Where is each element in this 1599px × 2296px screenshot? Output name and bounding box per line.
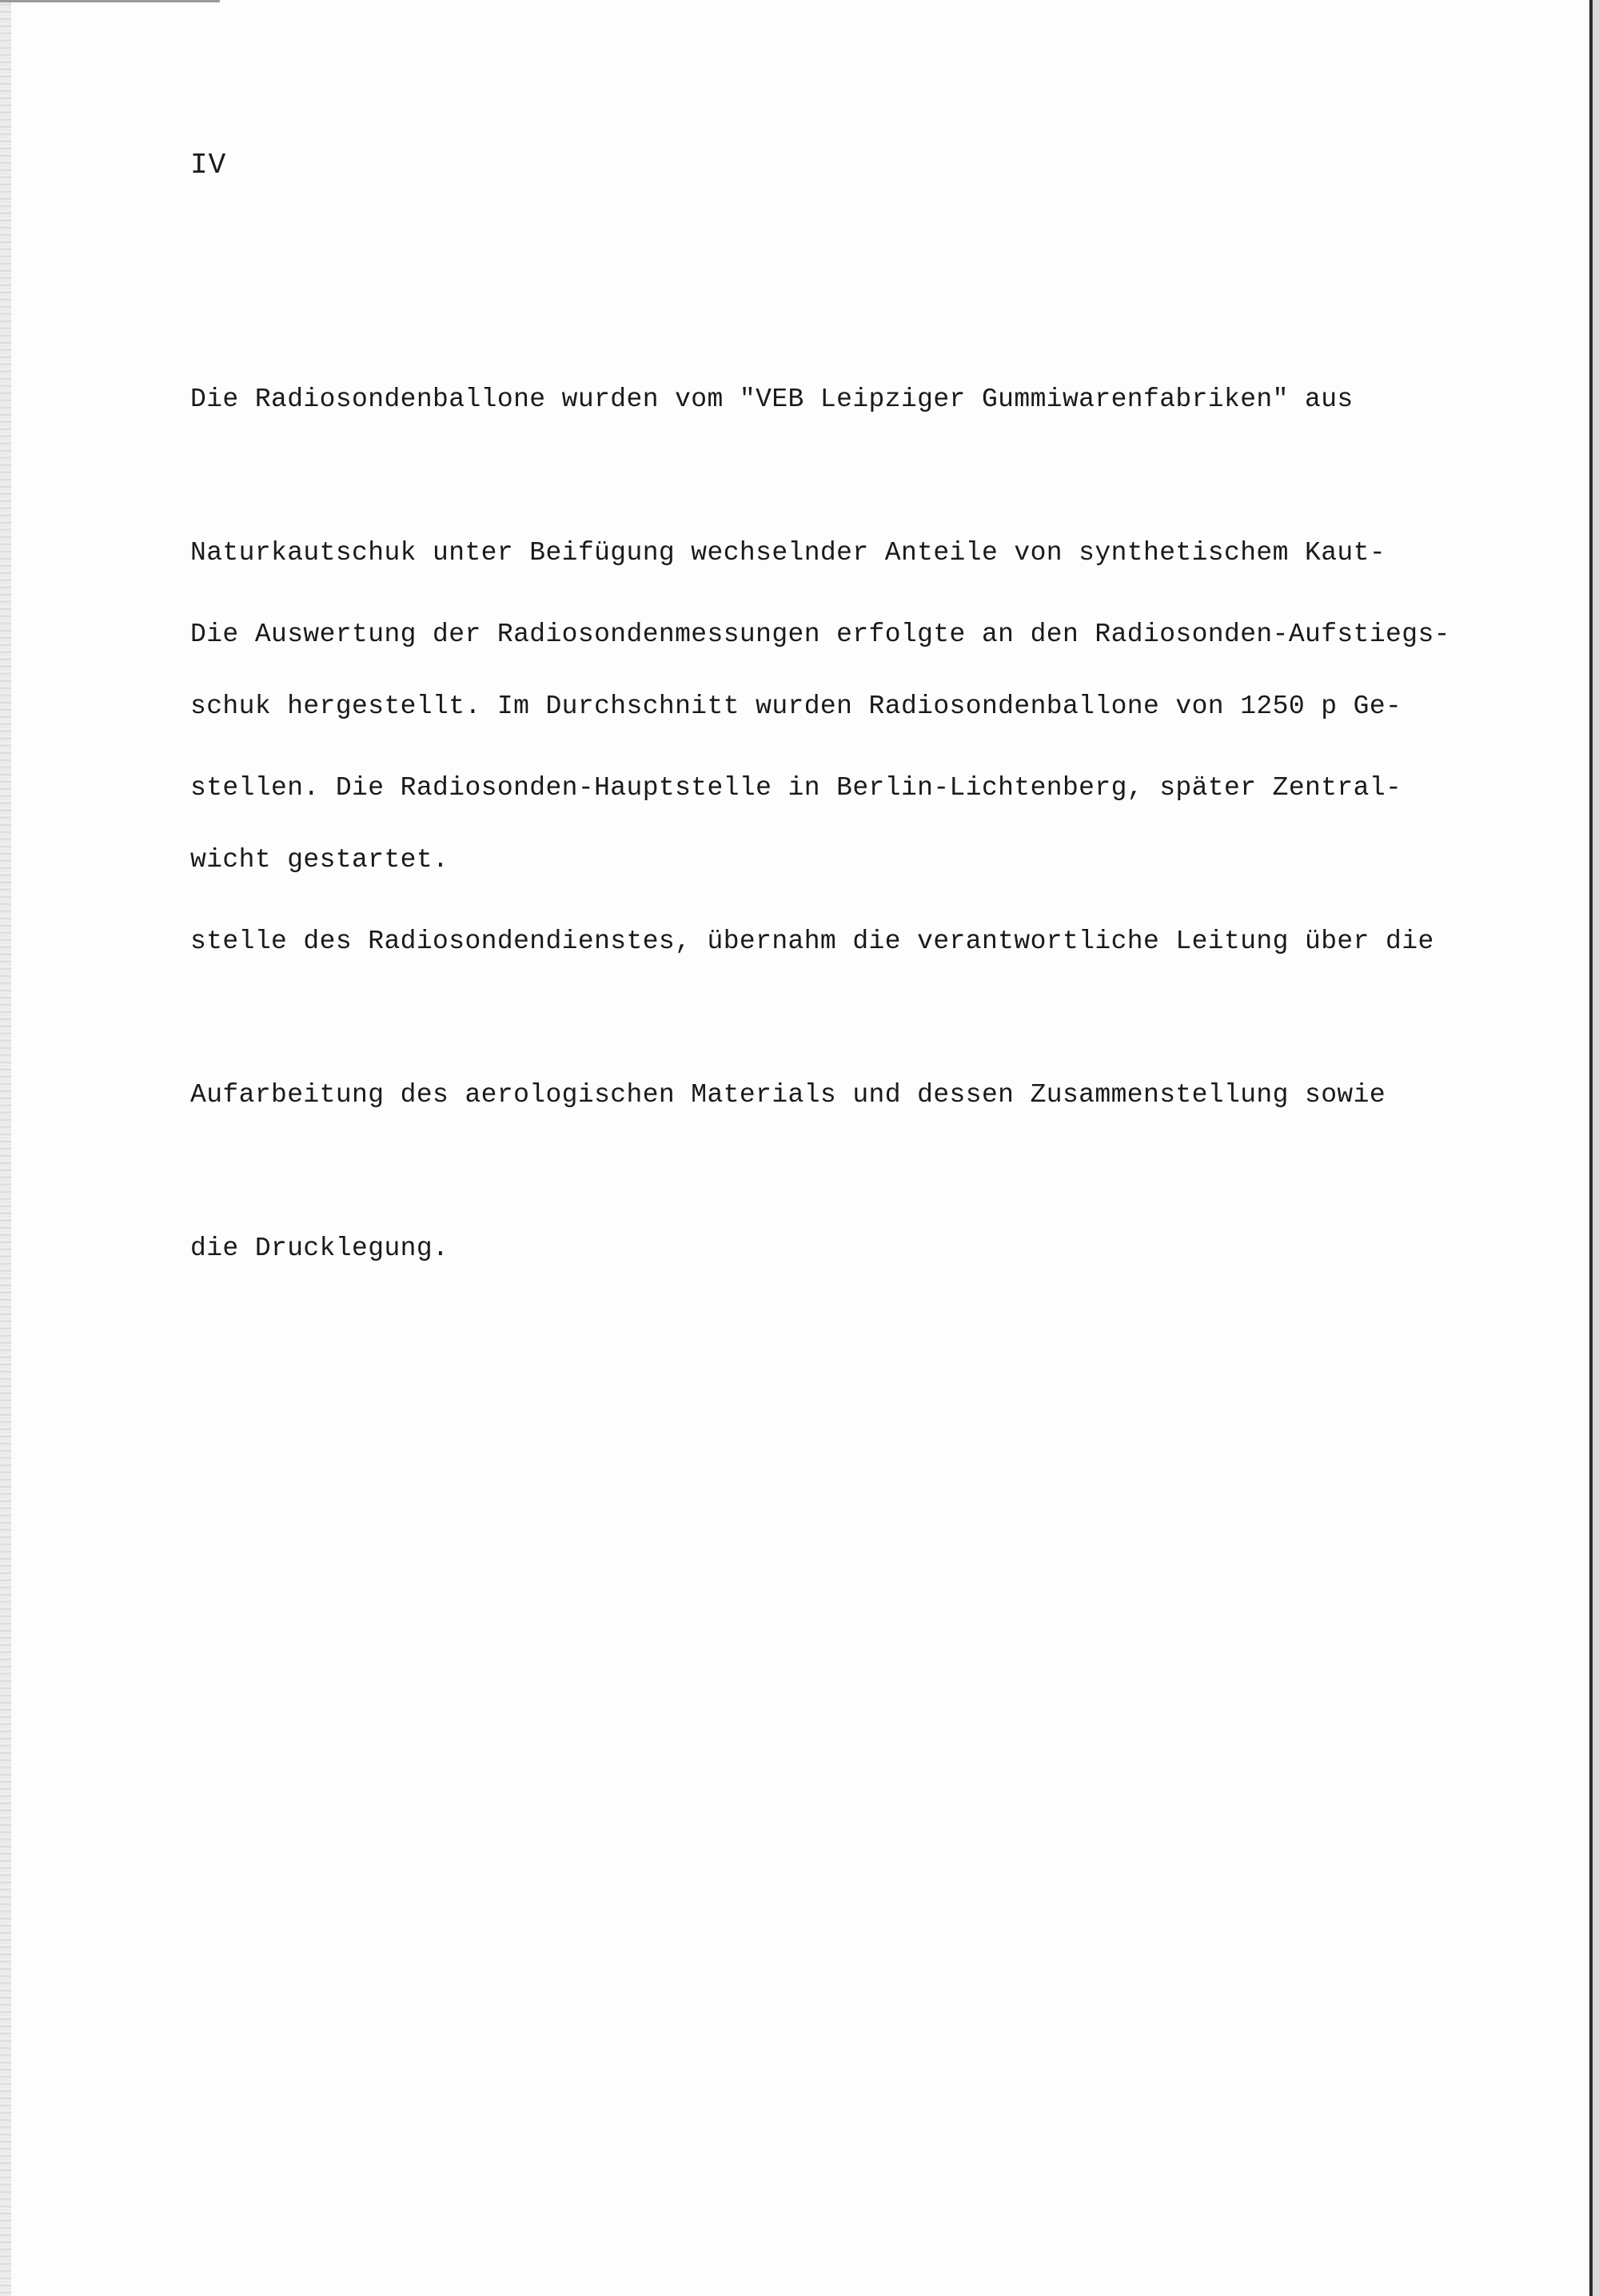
scan-binding-edge <box>0 0 11 2296</box>
paragraph-evaluation <box>190 507 1450 1377</box>
text-line: stellen. Die Radiosonden-Hauptstelle in Berlin-Lichtenberg, später Zentral- <box>190 773 1402 803</box>
text-line: stelle des Radiosondendienstes, übernahm die verantwortliche Leitung über die <box>190 927 1434 956</box>
text-line: schuk hergestellt. Im Durchschnitt wurden Radiosondenballone von 1250 p Ge- <box>190 692 1402 721</box>
page-right-edge-shade <box>1593 0 1599 2296</box>
text-line: die Drucklegung. <box>190 1234 449 1263</box>
text-line: Die Auswertung der Radiosondenmessungen erfolgte an den Radiosonden-Aufstiegs- <box>190 620 1450 649</box>
text-line: Naturkautschuk unter Beifügung wechselnder Anteile von synthetischem Kaut- <box>190 538 1386 568</box>
page-number: IV <box>190 149 227 181</box>
text-line: Die Radiosondenballone wurden vom "VEB Leipziger Gummiwarenfabriken" aus <box>190 385 1354 414</box>
text-line: Aufarbeitung des aerologischen Materials und dessen Zusammenstellung sowie <box>190 1080 1386 1110</box>
text-line: wicht gestartet. <box>190 845 449 875</box>
scan-top-edge <box>0 0 220 2</box>
